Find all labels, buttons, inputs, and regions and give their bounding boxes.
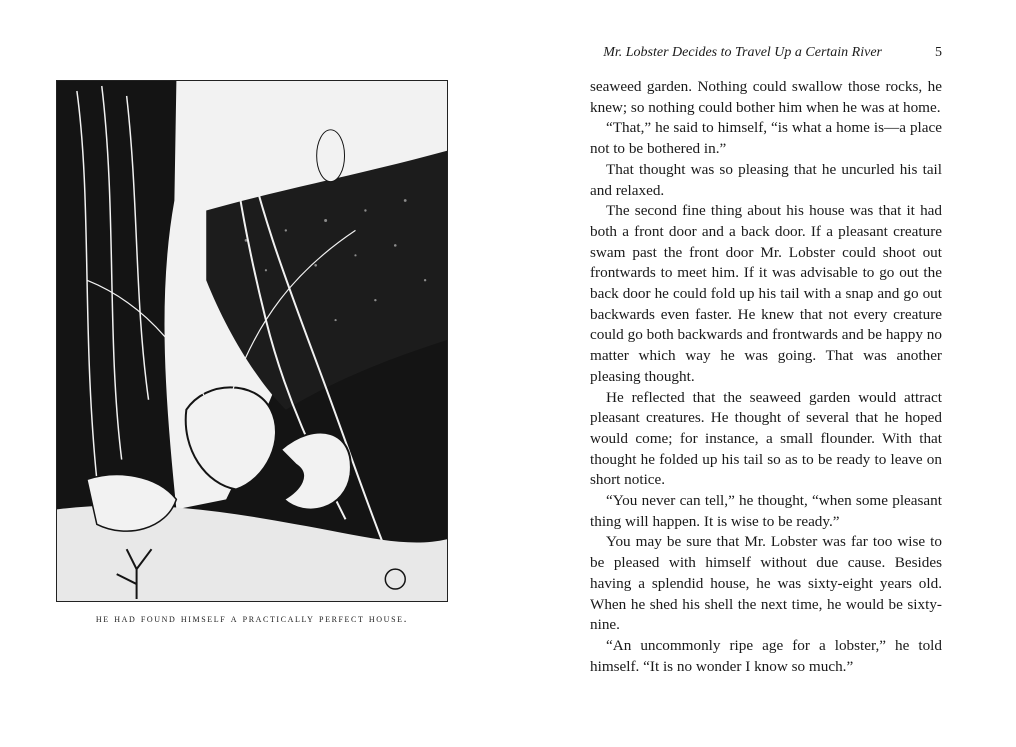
paragraph: “You never can tell,” he thought, “when some pleasant thing will happen. It is wise to be ready.” — [590, 492, 942, 530]
illustration-caption: he had found himself a practically perfect house. — [95, 613, 409, 625]
running-head — [590, 45, 942, 65]
paragraph: You may be sure that Mr. Lobster was far too wise to be pleased with himself without due cause. Besides having a splendid house, he was sixty-eight years old. When he shed his shell the next time, he would be sixty-nine. — [590, 533, 942, 634]
paragraph: “An uncommonly ripe age for a lobster,” he told himself. “It is no wonder I know so much.” — [590, 636, 942, 675]
paragraph: That thought was so pleasing that he uncurled his tail and relaxed. — [590, 160, 942, 199]
paragraph: The second fine thing about his house was that it had both a front door and a back door. If a pleasant creature swam past the front door Mr. Lobster could shoot out frontwards to meet him. If it was advisable to go out the back door he could fold up his tail with a snap and go out backwards even faster. He knew that not every creature could go both backwards and frontwards and be happy no matter which way he was going. That was another pleasing thought. — [590, 202, 942, 385]
paragraph: “That,” he said to himself, “is what a home is—a place not to be bothered in.” — [590, 119, 942, 158]
paragraph: seaweed garden. Nothing could swallow those rocks, he knew; so nothing could bother him when he was at home. — [590, 78, 942, 116]
page-number: 5 — [935, 45, 942, 60]
illustration-artwork — [57, 81, 447, 601]
lobster-in-seaweed-illustration — [56, 80, 448, 602]
paragraph: He reflected that the seaweed garden would attract pleasant creatures. He thought of several that he hoped would come; for instance, a small flounder. With that thought he folded up his tail so as to be ready to leave on short notice. — [590, 388, 942, 489]
body-text — [590, 77, 942, 677]
chapter-title: Mr. Lobster Decides to Travel Up a Certain River — [603, 45, 882, 60]
